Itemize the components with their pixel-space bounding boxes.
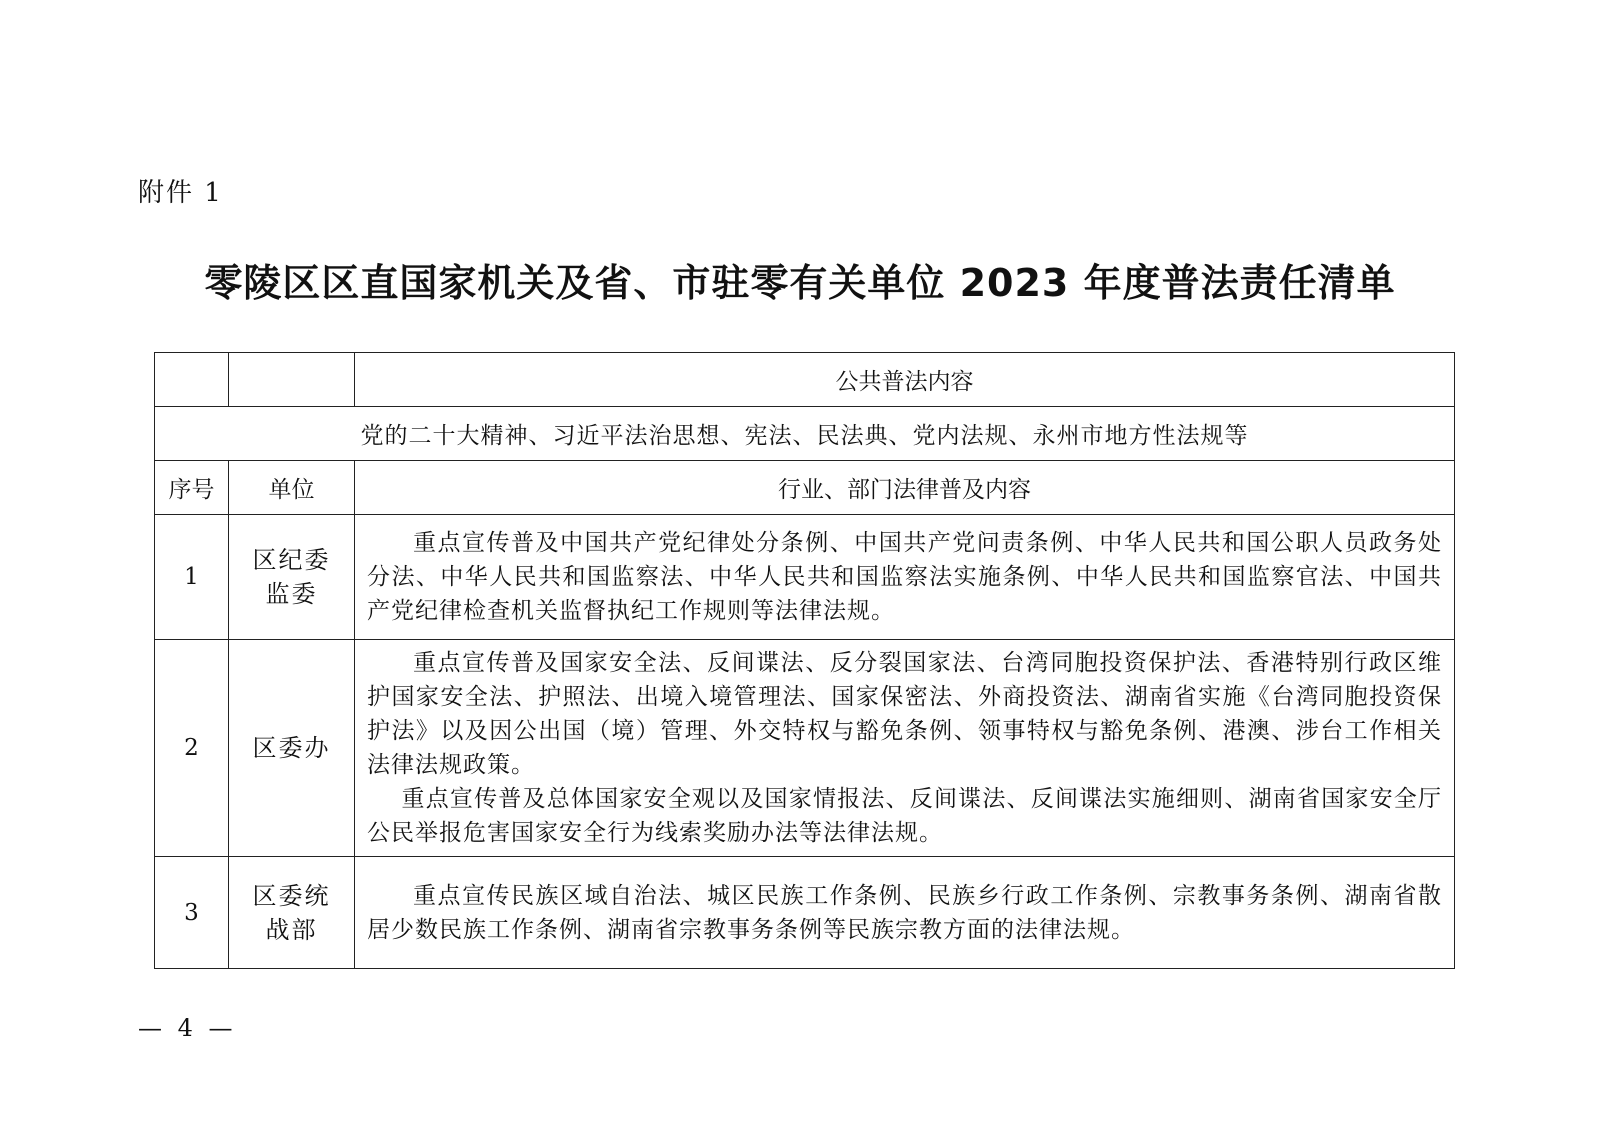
unit-line: 区纪委	[252, 546, 331, 574]
page-number: — 4 —	[138, 1014, 237, 1042]
table-row	[155, 857, 1455, 969]
row-seq: 2	[155, 640, 229, 857]
empty-cell	[229, 353, 355, 407]
document-title: 零陵区区直国家机关及省、市驻零有关单位 2023 年度普法责任清单	[204, 261, 1396, 305]
content-paragraph: 重点宣传普及总体国家安全观以及国家情报法、反间谍法、反间谍法实施细则、湖南省国家安全厅公民举报危害国家安全行为线索奖励办法等法律法规。	[367, 786, 1442, 846]
row-seq: 3	[155, 857, 229, 969]
row-content	[355, 515, 1455, 640]
unit-line: 区委统	[252, 881, 331, 910]
public-content-row	[155, 407, 1455, 461]
content-paragraph: 重点宣传民族区域自治法、城区民族工作条例、民族乡行政工作条例、宗教事务条例、湖南省散居少数民族工作条例、湖南省宗教事务条例等民族宗教方面的法律法规。	[367, 882, 1442, 943]
row-seq: 1	[155, 515, 229, 640]
unit-line: 战部	[265, 915, 318, 944]
col-unit-header: 单位	[229, 461, 355, 515]
content-paragraph: 重点宣传普及中国共产党纪律处分条例、中国共产党问责条例、中华人民共和国公职人员政务处分法、中华人民共和国监察法、中华人民共和国监察法实施条例、中华人民共和国监察官法、中国共产党纪律检查机关监督执纪工作规则等法律法规。	[367, 530, 1442, 624]
row-content	[355, 640, 1455, 857]
content-paragraph: 重点宣传普及国家安全法、反间谍法、反分裂国家法、台湾同胞投资保护法、香港特别行政区维护国家安全法、护照法、出境入境管理法、国家保密法、外商投资法、湖南省实施《台湾同胞投资保护法》以及因公出国（境）管理、外交特权与豁免条例、领事特权与豁免条例、港澳、涉台工作相关法律法规政策。	[367, 650, 1442, 778]
table-row	[155, 640, 1455, 857]
col-content-header: 行业、部门法律普及内容	[355, 461, 1455, 515]
responsibility-table	[154, 352, 1455, 969]
attachment-label: 附件 1	[138, 178, 223, 208]
col-seq-header: 序号	[155, 461, 229, 515]
row-unit	[229, 640, 355, 857]
row-unit	[229, 515, 355, 640]
row-content	[355, 857, 1455, 969]
public-header-row	[155, 353, 1455, 407]
row-unit	[229, 857, 355, 969]
unit-line: 监委	[265, 580, 318, 608]
column-header-row	[155, 461, 1455, 515]
table-row	[155, 515, 1455, 640]
public-content: 党的二十大精神、习近平法治思想、宪法、民法典、党内法规、永州市地方性法规等	[155, 407, 1455, 461]
public-header: 公共普法内容	[355, 353, 1455, 407]
empty-cell	[155, 353, 229, 407]
unit-line: 区委办	[252, 734, 331, 762]
